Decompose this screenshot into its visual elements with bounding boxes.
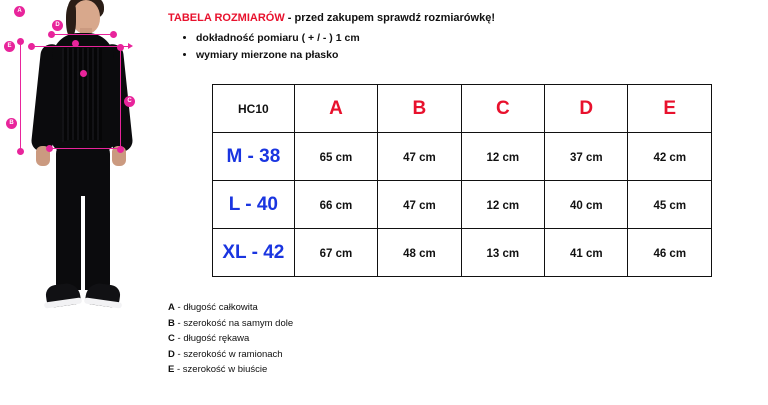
measure-line-e — [30, 46, 130, 47]
page-title-rest: - przed zakupem sprawdź rozmiarówkę! — [284, 12, 495, 24]
measure-dot-c2 — [117, 146, 124, 153]
cell-value: 13 cm — [486, 247, 520, 260]
measure-label-e: E — [4, 41, 15, 52]
legend-item — [168, 347, 293, 363]
measure-dot-e — [28, 43, 35, 50]
size-table — [212, 84, 712, 277]
legend-key: E — [168, 364, 175, 375]
measure-dot-b — [46, 145, 53, 152]
legend-desc: - szerokość na samym dole — [174, 317, 294, 329]
cell-value: 12 cm — [486, 199, 520, 212]
legend-key: C — [168, 333, 175, 344]
legend-key: A — [168, 302, 175, 313]
cell-value: 42 cm — [653, 151, 687, 164]
legend-key: B — [168, 317, 175, 329]
accent-dot-top — [72, 40, 79, 47]
legend-item — [168, 362, 293, 378]
note-item: • dokładność pomiaru ( + / - ) 1 cm — [196, 30, 360, 47]
note-item: • wymiary mierzone na płasko — [196, 47, 360, 64]
table-header-e: E — [663, 97, 677, 119]
table-row — [213, 181, 712, 229]
legend-desc: - szerokość w biuście — [174, 364, 268, 375]
cell-value: 45 cm — [653, 199, 687, 212]
page-title — [168, 12, 495, 24]
model-leg-gap — [81, 196, 85, 292]
model-top-ribbing — [62, 48, 102, 148]
page-title-red: TABELA ROZMIARÓW — [168, 12, 285, 24]
measure-label-c: C — [124, 96, 135, 107]
cell-value: 12 cm — [486, 151, 520, 164]
cell-value: 65 cm — [319, 151, 353, 164]
measurement-notes — [182, 30, 360, 64]
measure-line-a — [20, 40, 21, 152]
row-size-label: XL - 42 — [222, 241, 285, 263]
cell-value: 46 cm — [653, 247, 687, 260]
measure-dot-c — [117, 44, 124, 51]
table-row — [213, 229, 712, 277]
product-photo — [0, 0, 160, 405]
table-header-a: A — [329, 97, 343, 119]
measure-dot-a2 — [17, 148, 24, 155]
measure-arrow-e-right — [128, 43, 133, 49]
measure-dot-d2 — [110, 31, 117, 38]
measure-dot-a — [17, 38, 24, 45]
cell-value: 47 cm — [403, 199, 436, 212]
legend-key: D — [168, 348, 175, 360]
legend-desc: - szerokość w ramionach — [174, 348, 283, 360]
size-chart-content — [160, 0, 768, 405]
cell-value: 66 cm — [319, 199, 353, 212]
model-illustration — [0, 0, 160, 405]
legend-item — [168, 300, 293, 316]
table-header-b: B — [412, 97, 427, 119]
cell-value: 41 cm — [569, 247, 603, 260]
table-row — [213, 133, 712, 181]
cell-value: 40 cm — [569, 199, 603, 212]
row-size-label: L - 40 — [228, 193, 278, 215]
cell-value: 37 cm — [569, 151, 603, 164]
cell-value: 48 cm — [403, 247, 436, 260]
legend-desc: - długość całkowita — [174, 302, 258, 313]
legend-item — [168, 331, 293, 347]
table-header-d: D — [579, 97, 594, 119]
measure-label-a: A — [14, 6, 25, 17]
measure-label-d: D — [52, 20, 63, 31]
measure-line-d — [50, 34, 114, 35]
cell-value: 47 cm — [403, 151, 436, 164]
table-header-row — [213, 85, 712, 133]
legend-item — [168, 316, 293, 332]
measure-dot-d — [48, 31, 55, 38]
accent-dot-mid — [80, 70, 87, 77]
table-header-c: C — [495, 97, 510, 119]
measure-line-c — [120, 46, 121, 150]
measurement-legend — [168, 300, 293, 378]
measure-label-b: B — [6, 118, 17, 129]
measure-line-b — [48, 148, 118, 149]
row-size-label: M - 38 — [226, 145, 281, 167]
table-header-code: HC10 — [238, 101, 269, 116]
legend-desc: - długość rękawa — [174, 333, 250, 344]
cell-value: 67 cm — [319, 247, 353, 260]
